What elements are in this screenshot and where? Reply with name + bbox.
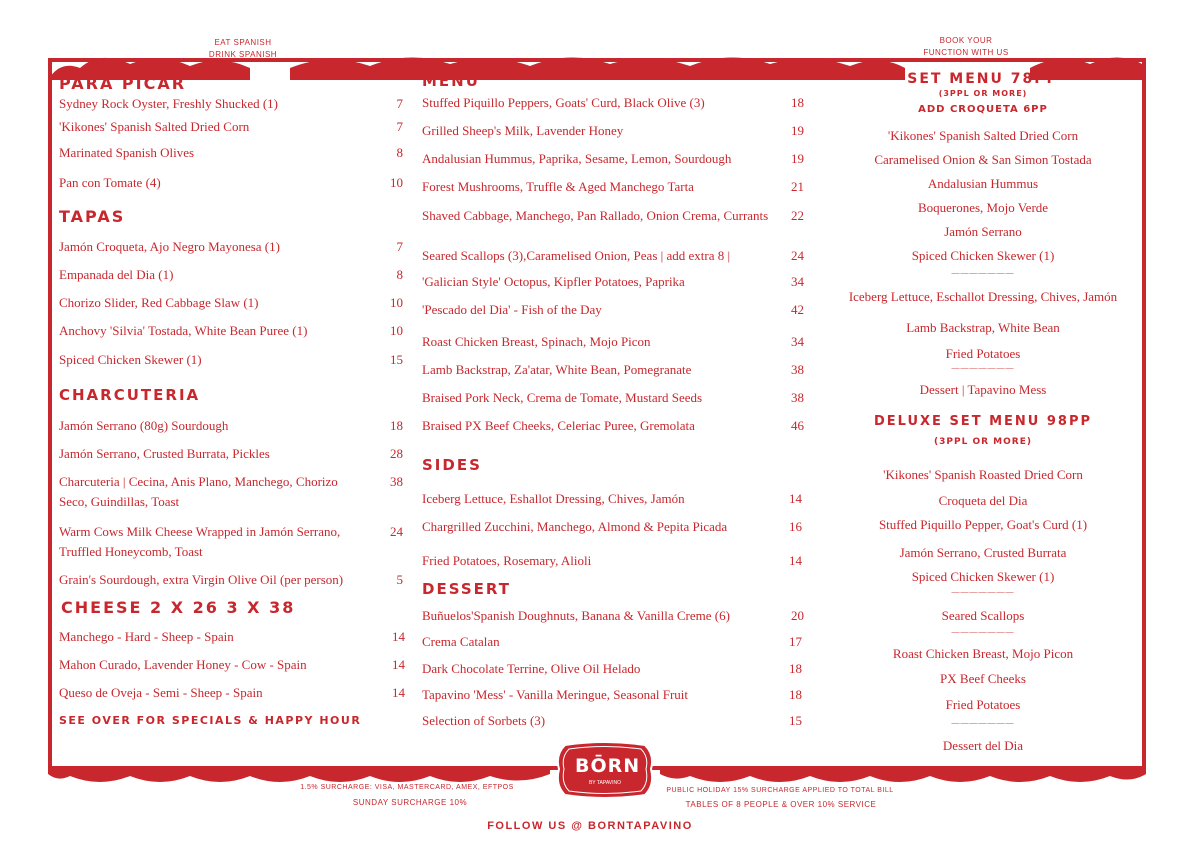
see-over-note: SEE OVER FOR SPECIALS & HAPPY HOUR [59,714,362,727]
menu-item-name: Buñuelos'Spanish Doughnuts, Banana & Vanilla Creme (6) [422,608,730,623]
menu-item-name: Queso de Oveja - Semi - Sheep - Spain [59,685,263,700]
menu-item-price: 18 [789,661,802,676]
card-surcharge-note: 1.5% SURCHARGE: VISA, MASTERCARD, AMEX, EFTPOS [300,784,514,791]
deluxe-menu-item: Spiced Chicken Skewer (1) [911,569,1055,584]
menu-item-price: 19 [791,151,804,166]
menu-item-name: Iceberg Lettuce, Eshallot Dressing, Chives, Jamón [422,491,685,506]
menu-item-price: 15 [390,352,403,367]
drink-spanish-line: DRINK SPANISH [208,50,278,59]
course-separator: ——————— [951,718,1015,727]
set-menu-heading: SET MENU 78PP [907,71,1059,87]
menu-item-name: Sydney Rock Oyster, Freshly Shucked (1) [59,96,279,111]
follow-us-note: FOLLOW US @ BORNTAPAVINO [487,820,693,832]
menu-item-name: Fried Potatoes, Rosemary, Alioli [422,553,592,568]
menu-item-price: 18 [789,687,802,702]
set-menu-item: Caramelised Onion & San Simon Tostada [874,152,1092,167]
set-menu-item: Boquerones, Mojo Verde [917,200,1049,215]
menu-item-name: Andalusian Hummus, Paprika, Sesame, Lemon, Sourdough [422,151,732,166]
course-separator: ——————— [951,363,1015,372]
menu-item-price: 21 [791,179,804,194]
menu-item-price: 8 [396,145,403,160]
menu-item-price: 19 [791,123,804,138]
menu-item-name: Forest Mushrooms, Truffle & Aged Manchego Tarta [422,179,694,194]
menu-item-name: 'Galician Style' Octopus, Kipfler Potatoes, Paprika [422,274,685,289]
menu-item-price: 8 [396,267,403,282]
menu-item-price: 7 [396,239,403,254]
set-menu-item: Dessert | Tapavino Mess [919,382,1047,397]
menu-item-name: 'Kikones' Spanish Salted Dried Corn [59,119,250,134]
menu-item-price: 14 [392,685,405,700]
menu-item-name: Jamón Serrano, Crusted Burrata, Pickles [59,446,270,461]
set-menu-item: Fried Potatoes [945,346,1021,361]
menu-item-price: 14 [789,491,802,506]
menu-item-name: Grain's Sourdough, extra Virgin Olive Oil (per person) [59,572,344,587]
menu-item-name: Spiced Chicken Skewer (1) [59,352,202,367]
menu-item-price: 7 [396,119,403,134]
course-separator: ——————— [951,268,1015,277]
menu-item-price: 38 [791,390,804,405]
menu-item-name: Stuffed Piquillo Peppers, Goats' Curd, Black Olive (3) [422,95,705,110]
menu-item-name: Chorizo Slider, Red Cabbage Slaw (1) [59,295,259,310]
menu-item-name: Lamb Backstrap, Za'atar, White Bean, Pomegranate [422,362,692,377]
menu-item-price: 24 [390,524,403,539]
deluxe-menu-item: Jamón Serrano, Crusted Burrata [899,545,1067,560]
deluxe-menu-item: Stuffed Piquillo Pepper, Goat's Curd (1) [878,517,1088,532]
course-separator: ——————— [951,627,1015,636]
menu-item-price: 10 [390,295,403,310]
set-menu-item: Jamón Serrano [944,224,1022,239]
menu-item-name: Roast Chicken Breast, Spinach, Mojo Picon [422,334,651,349]
book-your-line: BOOK YOUR [939,36,993,45]
book-function-note [918,36,1014,57]
menu-item-name: Charcuteria | Cecina, Anis Plano, Manchego, Chorizo Seco, Guindillas, Toast [59,474,338,509]
menu-item-price: 24 [791,248,804,263]
menu-heading: MENU [422,72,480,90]
set-menu-item: 'Kikones' Spanish Salted Dried Corn [887,128,1079,143]
menu-item-price: 10 [390,175,403,190]
set-menu-item: Iceberg Lettuce, Eschallot Dressing, Chives, Jamón [848,289,1118,304]
menu-item-price: 38 [390,474,403,489]
menu-item-price: 42 [791,302,804,317]
tapas-heading: TAPAS [59,207,126,226]
sunday-surcharge-note: SUNDAY SURCHARGE 10% [352,798,468,807]
menu-item-price: 34 [791,334,804,349]
menu-item-name: Braised Pork Neck, Crema de Tomate, Mustard Seeds [422,390,703,405]
group-service-note: TABLES OF 8 PEOPLE & OVER 10% SERVICE [685,800,877,809]
deluxe-set-menu-heading: DELUXE SET MENU 98PP [873,414,1093,429]
menu-item-name: Warm Cows Milk Cheese Wrapped in Jamón Serrano, Truffled Honeycomb, Toast [59,524,341,559]
deluxe-min-note: (3PPL OR MORE) [934,437,1032,447]
menu-item-price: 20 [791,608,804,623]
deluxe-menu-item: Croqueta del Dia [938,493,1028,508]
menu-item-name: Tapavino 'Mess' - Vanilla Meringue, Seasonal Fruit [422,687,689,702]
menu-item-name: Crema Catalan [422,634,500,649]
course-separator: ——————— [951,587,1015,596]
menu-item-name: 'Pescado del Dia' - Fish of the Day [422,302,602,317]
menu-item-price: 18 [791,95,804,110]
menu-item-price: 14 [789,553,802,568]
menu-item-price: 22 [791,208,804,223]
menu-item-price: 15 [789,713,802,728]
cheese-heading: CHEESE 2 X 26 3 X 38 [61,598,296,617]
set-menu-item: Spiced Chicken Skewer (1) [911,248,1055,263]
menu-item-price: 7 [396,96,403,111]
menu-item-price: 16 [789,519,802,534]
sides-heading: SIDES [422,456,482,474]
menu-item-name: Manchego - Hard - Sheep - Spain [59,629,234,644]
eat-spanish-line: EAT SPANISH [214,38,272,47]
menu-item-price: 46 [791,418,804,433]
menu-item-name: Selection of Sorbets (3) [422,713,546,728]
deluxe-menu-item: Seared Scallops [941,608,1025,623]
charcuteria-heading: CHARCUTERIA [59,386,201,404]
menu-item-name: Braised PX Beef Cheeks, Celeriac Puree, Gremolata [422,418,695,433]
menu-item-name: Chargrilled Zucchini, Manchego, Almond & Pepita Picada [422,519,728,534]
deluxe-menu-item: Roast Chicken Breast, Mojo Picon [892,646,1074,661]
menu-item-price: 10 [390,323,403,338]
menu-item-price: 14 [392,629,405,644]
menu-item-price: 5 [396,572,403,587]
eat-spanish-note [200,38,286,59]
menu-item-name: Grilled Sheep's Milk, Lavender Honey [422,123,624,138]
menu-item-name: Pan con Tomate (4) [59,175,161,190]
set-menu-min-note: (3PPL OR MORE) [938,89,1028,98]
function-line: FUNCTION WITH US [923,48,1009,57]
menu-item-name: Jamón Serrano (80g) Sourdough [59,418,229,433]
menu-item-name: Anchovy 'Silvia' Tostada, White Bean Puree (1) [59,323,308,338]
menu-item-name: Empanada del Dia (1) [59,267,174,282]
public-holiday-note: PUBLIC HOLIDAY 15% SURCHARGE APPLIED TO TOTAL BILL [666,787,894,794]
menu-item-price: 17 [789,634,802,649]
menu-item-price: 14 [392,657,405,672]
menu-item-name: Mahon Curado, Lavender Honey - Cow - Spain [59,657,307,672]
set-menu-item: Lamb Backstrap, White Bean [906,320,1060,335]
deluxe-menu-item: 'Kikones' Spanish Roasted Dried Corn [883,467,1083,482]
menu-item-price: 34 [791,274,804,289]
add-croqueta-note: ADD CROQUETA 6PP [918,104,1048,115]
set-menu-item: Andalusian Hummus [927,176,1039,191]
menu-item-name: Shaved Cabbage, Manchego, Pan Rallado, Onion Crema, Currants [422,208,769,223]
menu-item-price: 18 [390,418,403,433]
deluxe-menu-item: PX Beef Cheeks [940,671,1026,686]
menu-item-name: Seared Scallops (3),Caramelised Onion, Peas | add extra 8 | [422,248,731,263]
dessert-heading: DESSERT [422,580,511,598]
menu-item-name: Marinated Spanish Olives [59,145,195,160]
menu-item-price: 28 [390,446,403,461]
menu-item-name: Jamón Croqueta, Ajo Negro Mayonesa (1) [59,239,280,254]
menu-item-price: 38 [791,362,804,377]
deluxe-menu-item: Fried Potatoes [945,697,1021,712]
deluxe-menu-item: Dessert del Dia [942,738,1024,753]
logo-subtitle: BY TAPAVINO [588,780,622,786]
menu-item-name: Dark Chocolate Terrine, Olive Oil Helado [422,661,641,676]
logo-wordmark: BŌRN [575,755,641,777]
para-picar-heading: PARA PICAR [59,74,187,93]
